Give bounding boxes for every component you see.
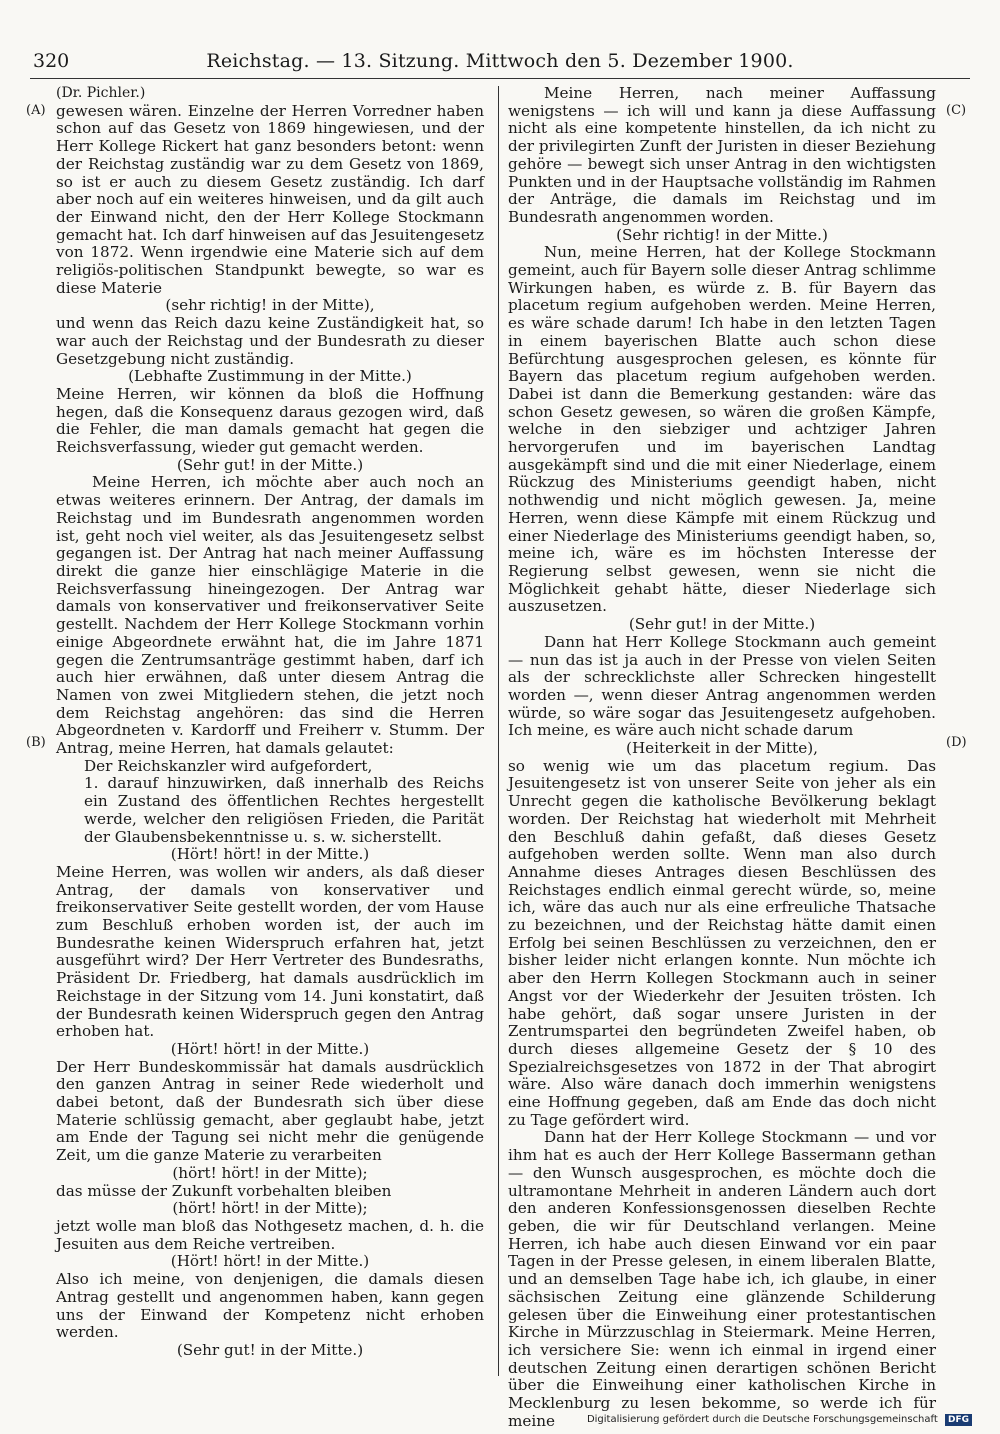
paragraph: jetzt wolle man bloß das Nothgesetz machen, d. h. die Jesuiten aus dem Reiche vertreiben.: [56, 1217, 484, 1253]
interjection: (Sehr gut! in der Mitte.): [176, 1340, 364, 1359]
interjection: (Hört! hört! in der Mitte.): [170, 1039, 370, 1058]
margin-mark-c: (C): [946, 103, 967, 118]
dfg-logo: DFG: [945, 1414, 972, 1426]
paragraph: Meine Herren, ich möchte aber auch noch an etwas weiteres erinnern. Der Antrag, der damals im Reichstag und im Bundesrath angenommen worden ist, geht noch viel weiter, als das Jesuitengesetz selbst gegangen ist. Der Antrag hat nach meiner Auffassung direkt die ganze hier einschlägige Materie in die Reichsverfassung hineingezogen. Der Antrag war damals von konservativer und freikonservativer Seite gestellt. Nachdem der Herr Kollege Stockmann vorhin einige Abgeordnete erwähnt hat, die im Jahre 1871 gegen die Zentrumsanträge gestimmt haben, darf ich auch hier erwähnen, daß unter diesem Antrag die Namen von zwei Mitgliedern stehen, die jetzt noch dem Reichstag angehören: das sind die Herren Abgeordneten v. Kardorff und Freiherr v. Stumm. Der Antrag, meine Herren, hat damals gelautet:: [56, 473, 484, 758]
paragraph: gewesen wären. Einzelne der Herren Vorredner haben schon auf das Gesetz von 1869 hingewiesen, und der Herr Kollege Rickert hat ganz besonders betont: wenn der Reichstag zuständig war zu dem Gesetz von 1869, so ist er auch zu diesem Gesetz zuständig. Ich darf aber noch auf ein weiteres hinweisen, und da gilt auch der Einwand nicht, den der Herr Kollege Stockmann gemacht hat. Ich darf hinweisen auf das Jesuitengesetz von 1872. Wenn irgendwie eine Materie sich auf dem religiös-politischen Standpunkt bewegte, so war es diese Materie: [56, 101, 484, 297]
quoted-motion-item: 1. darauf hinzuwirken, daß innerhalb des Reichs ein Zustand des öffentlichen Rechtes hergestellt werde, welcher den religiösen Frieden, die Parität der Glaubensbekenntnisse u. s. w. sicherstellt.: [84, 774, 484, 846]
interjection: (Hört! hört! in der Mitte.): [170, 845, 370, 864]
header-rule: [30, 78, 970, 79]
paragraph: und wenn das Reich dazu keine Zuständigkeit hat, so war auch der Reichstag und der Bundesrath zu dieser Gesetzgebung nicht zuständig.: [56, 314, 484, 368]
interjection: (hört! hört! in der Mitte);: [172, 1199, 368, 1218]
paragraph: Dann hat Herr Kollege Stockmann auch gemeint — nun das ist ja auch in der Presse von vielen Seiten als der schrecklichste aller Schrecken hingestellt worden —, wenn dieser Antrag angenommen werden würde, so wäre sogar das Jesuitengesetz aufgehoben. Ich meine, es wäre auch nicht schade darum: [508, 632, 936, 740]
interjection: (Sehr richtig! in der Mitte.): [616, 225, 828, 244]
paragraph: Dann hat der Herr Kollege Stockmann — und vor ihm hat es auch der Herr Kollege Bassermann gethan — den Wunsch ausgesprochen, es möchte doch die ultramontane Mehrheit in anderen Ländern auch dort den anderen Konfessionsgenossen dieselben Rechte geben, die wir für Deutschland verlangen. Meine Herren, ich habe auch diesen Einwand vor ein paar Tagen in der Presse gelesen, in einem liberalen Blatte, und an demselben Tage habe ich, ich glaube, in einer sächsischen Zeitung eine glänzende Schilderung gelesen über die Einweihung einer protestantischen Kirche in Mürzzuschlag in Steiermark. Meine Herren, ich versichere Sie: wenn ich einmal in irgend einer deutschen Zeitung einen derartigen schönen Bericht über die Einweihung einer katholischen Kirche in Mecklenburg zu lesen bekomme, so werde ich für meine: [508, 1128, 936, 1430]
paragraph: Meine Herren, was wollen wir anders, als daß dieser Antrag, der damals von konservativer und freikonservativer Seite gestellt worden, der vom Hause zum Beschluß erhoben worden ist, der auch im Bundesrathe keinen Widerspruch erfahren hat, jetzt ausgeführt wird? Der Herr Vertreter des Bundesraths, Präsident Dr. Friedberg, hat damals ausdrücklich im Reichstage in der Sitzung vom 14. Juni konstatirt, daß der Bundesrath keinen Widerspruch gegen den Antrag erhoben hat.: [56, 862, 484, 1041]
paragraph: so wenig wie um das placetum regium. Das Jesuitengesetz ist von unserer Seite von jeher als ein Unrecht gegen die katholische Bevölkerung beklagt worden. Der Reichstag hat wiederholt mit Mehrheit den Beschluß dahin gefaßt, daß dieses Gesetz aufgehoben werden sollte. Wenn man also durch Annahme dieses Antrages diesen Beschlüssen des Reichstages endlich einmal gerecht würde, so, meine ich, wäre das auch nur als eine erfreuliche Thatsache zu bezeichnen, und der Reichstag hätte damit einen Erfolg bei seinen Beschlüssen zu verzeichnen, den er bisher leider nicht erlangen konnte. Nun möchte ich aber den Herrn Kollegen Stockmann auch in seiner Angst vor der Wiederkehr der Jesuiten trösten. Ich habe gehört, daß sogar unsere Juristen in der Zentrumspartei den begründeten Zweifel haben, ob durch dieses allgemeine Gesetz der § 10 des Spezialreichsgesetzes von 1872 in der That abrogirt wäre. Also wäre danach doch immerhin wenigstens eine Hoffnung gegeben, daß am Ende das doch nicht zu Tage gefördert wird.: [508, 756, 936, 1129]
page-number: 320: [33, 50, 70, 72]
column-divider: [498, 86, 499, 1376]
interjection: (Hört! hört! in der Mitte.): [170, 1252, 370, 1271]
paragraph: Der Herr Bundeskommissär hat damals ausdrücklich den ganzen Antrag in seiner Rede wiederholt und dabei betont, daß der Bundesrath sich über diese Materie schlüssig gemacht, aber geglaubt habe, jetzt am Ende der Tagung sei nicht mehr die genügende Zeit, um die ganze Materie zu verarbeiten: [56, 1057, 484, 1165]
quoted-motion: Der Reichskanzler wird aufgefordert,: [84, 756, 373, 775]
margin-mark-d: (D): [946, 735, 967, 750]
interjection: (hört! hört! in der Mitte);: [172, 1163, 368, 1182]
paragraph: Also ich meine, von denjenigen, die damals diesen Antrag gestellt und angenommen haben, kann gegen uns der Einwand der Kompetenz nicht erhoben werden.: [56, 1270, 484, 1342]
speaker-name: (Dr. Pichler.): [56, 85, 146, 101]
interjection: (Sehr gut! in der Mitte.): [628, 615, 816, 634]
running-title: Reichstag. — 13. Sitzung. Mittwoch den 5. Dezember 1900.: [206, 50, 794, 72]
credit-text: Digitalisierung gefördert durch die Deutsche Forschungsgemeinschaft: [586, 1414, 938, 1425]
interjection: (Heiterkeit in der Mitte),: [626, 739, 818, 758]
right-column: [508, 85, 936, 1430]
left-column: [56, 85, 484, 1360]
interjection: (sehr richtig! in der Mitte),: [165, 296, 375, 315]
margin-mark-a: (A): [26, 103, 46, 118]
paragraph: Meine Herren, nach meiner Auffassung wenigstens — ich will und kann ja diese Auffassung nicht als eine kompetente hinstellen, da ich nicht zu der privilegirten Zunft der Juristen in dieser Beziehung gehöre — bewegt sich unser Antrag in den wichtigsten Punkten und in der Hauptsache vollständig im Rahmen der Anträge, die damals im Reichstag und im Bundesrath angenommen worden.: [508, 84, 936, 226]
paragraph: Meine Herren, wir können da bloß die Hoffnung hegen, daß die Konsequenz daraus gezogen wird, daß die Fehler, die man damals gemacht hat gegen die Reichsverfassung, wieder gut gemacht werden.: [56, 384, 484, 457]
paragraph: das müsse der Zukunft vorbehalten bleiben: [56, 1181, 392, 1200]
interjection: (Lebhafte Zustimmung in der Mitte.): [128, 367, 412, 386]
margin-mark-b: (B): [26, 735, 46, 750]
interjection: (Sehr gut! in der Mitte.): [176, 455, 364, 474]
digitization-credit: [587, 1414, 972, 1426]
paragraph: Nun, meine Herren, hat der Kollege Stockmann gemeint, auch für Bayern solle dieser Antrag schlimme Wirkungen haben, es würde z. B. für Bayern das placetum regium aufgehoben werden. Meine Herren, es wäre schade darum! Ich habe in den letzten Tagen in einem bayerischen Blatte auch schon diese Befürchtung ausgesprochen gelesen, es könnte für Bayern das placetum regium aufgehoben werden. Dabei ist dann die Bemerkung gestanden: wäre das schon Gesetz gewesen, so wären die großen Kämpfe, welche in den siebziger und achtziger Jahren hervorgerufen und im bayerischen Landtag ausgekämpft sind und die mit einer Niederlage, einem Rückzug des Ministeriums geendigt haben, nicht nothwendig und nicht möglich gewesen. Ja, meine Herren, wenn diese Kämpfe mit einem Rückzug und einer Niederlage des Ministeriums geendigt haben, so, meine ich, wäre es im höchsten Interesse der Regierung selbst gewesen, wenn sie nicht die Möglichkeit gehabt hätte, dieser Niederlage sich auszusetzen.: [508, 243, 936, 616]
